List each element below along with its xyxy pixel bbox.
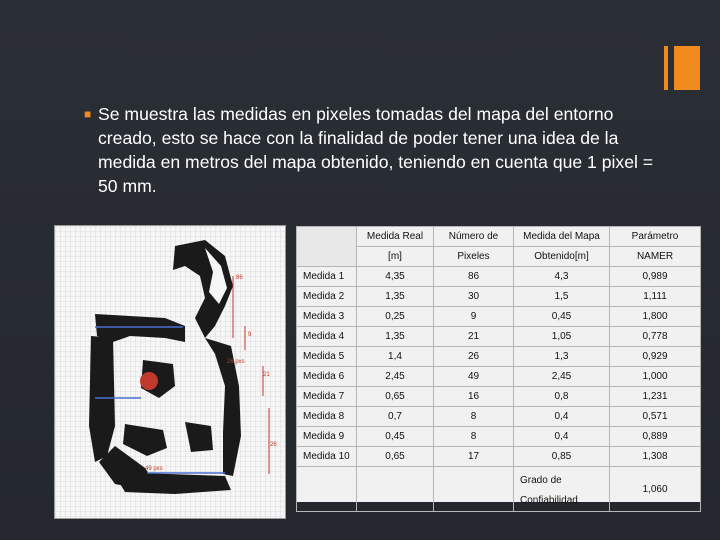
cell-map: 1,3 [514,347,610,367]
cell-map: 1,5 [514,287,610,307]
cell-map: 0,85 [514,447,610,467]
map-label-26pxs: 26 pxs [227,359,245,365]
cell-pixels: 30 [434,287,514,307]
cell-pixels: 9 [434,307,514,327]
cell-map: 0,45 [514,307,610,327]
row-label: Medida 5 [297,347,357,367]
header-map-1: Medida del Mapa [514,227,610,247]
cell-map: 0,4 [514,427,610,447]
table-row [297,407,701,427]
cell-pixels: 26 [434,347,514,367]
header-real-1: Medida Real [357,227,434,247]
table-row [297,387,701,407]
cell-pixels: 17 [434,447,514,467]
map-label-9: 9 [248,332,252,338]
header-real-2: [m] [357,247,434,267]
accent-bar-wide [674,46,700,90]
table-row [297,327,701,347]
row-label: Medida 3 [297,307,357,327]
header-param-2: NAMER [610,247,701,267]
cell-map: 0,8 [514,387,610,407]
map-label-26: 26 [270,442,277,448]
cell-param: 0,778 [610,327,701,347]
bullet-point [84,102,664,198]
cell-param: 1,308 [610,447,701,467]
cell-param: 1,231 [610,387,701,407]
footer-label-2: Confiabilidad [520,495,578,506]
occupancy-map-image [54,225,286,519]
cell-param: 0,889 [610,427,701,447]
map-marker [140,372,158,390]
table-row [297,267,701,287]
cell-pixels: 8 [434,427,514,447]
cell-pixels: 86 [434,267,514,287]
cell-real: 4,35 [357,267,434,287]
cell-real: 0,65 [357,387,434,407]
bullet-text: Se muestra las medidas en pixeles tomadas del mapa del entorno creado, esto se hace con la finalidad de poder tener una idea de la medida en metros del mapa obtenido, teniendo en cuenta que 1 pixel = 50 mm. [98,104,654,196]
cell-pixels: 49 [434,367,514,387]
table-row [297,427,701,447]
row-label: Medida 2 [297,287,357,307]
table-row [297,347,701,367]
row-label: Medida 6 [297,367,357,387]
measurement-table [296,226,700,506]
cell-real: 0,25 [357,307,434,327]
cell-map: 0,4 [514,407,610,427]
cell-param: 0,929 [610,347,701,367]
header-num-2: Pixeles [434,247,514,267]
cell-param: 1,000 [610,367,701,387]
cell-real: 0,7 [357,407,434,427]
table-row [297,367,701,387]
header-corner [297,227,357,267]
cell-param: 0,571 [610,407,701,427]
cell-pixels: 8 [434,407,514,427]
map-label-21: 21 [263,372,270,378]
row-label: Medida 8 [297,407,357,427]
cell-real: 1,35 [357,287,434,307]
header-param-1: Parámetro [610,227,701,247]
table-footer-row [297,467,701,512]
footer-empty [297,467,357,512]
row-label: Medida 1 [297,267,357,287]
table-row [297,287,701,307]
row-label: Medida 9 [297,427,357,447]
cell-param: 1,800 [610,307,701,327]
cell-map: 1,05 [514,327,610,347]
cell-map: 4,3 [514,267,610,287]
bullet-square-icon: ■ [84,107,92,121]
cell-pixels: 21 [434,327,514,347]
footer-label-1: Grado de [520,475,562,486]
header-num-1: Número de [434,227,514,247]
occupancy-map [55,226,285,518]
map-label-86: 86 [236,275,243,281]
cell-real: 0,45 [357,427,434,447]
cell-pixels: 16 [434,387,514,407]
cell-real: 1,35 [357,327,434,347]
cell-param: 0,989 [610,267,701,287]
table-row [297,447,701,467]
footer-empty [357,467,434,512]
row-label: Medida 7 [297,387,357,407]
footer-label [514,467,610,512]
row-label: Medida 10 [297,447,357,467]
footer-value: 1,060 [610,467,701,512]
footer-empty [434,467,514,512]
row-label: Medida 4 [297,327,357,347]
cell-real: 2,45 [357,367,434,387]
cell-map: 2,45 [514,367,610,387]
cell-param: 1,111 [610,287,701,307]
accent-bar-thin [664,46,668,90]
cell-real: 0,65 [357,447,434,467]
header-map-2: Obtenido[m] [514,247,610,267]
cell-real: 1,4 [357,347,434,367]
map-label-49pxs: 49 pxs [145,466,163,472]
table-row [297,307,701,327]
